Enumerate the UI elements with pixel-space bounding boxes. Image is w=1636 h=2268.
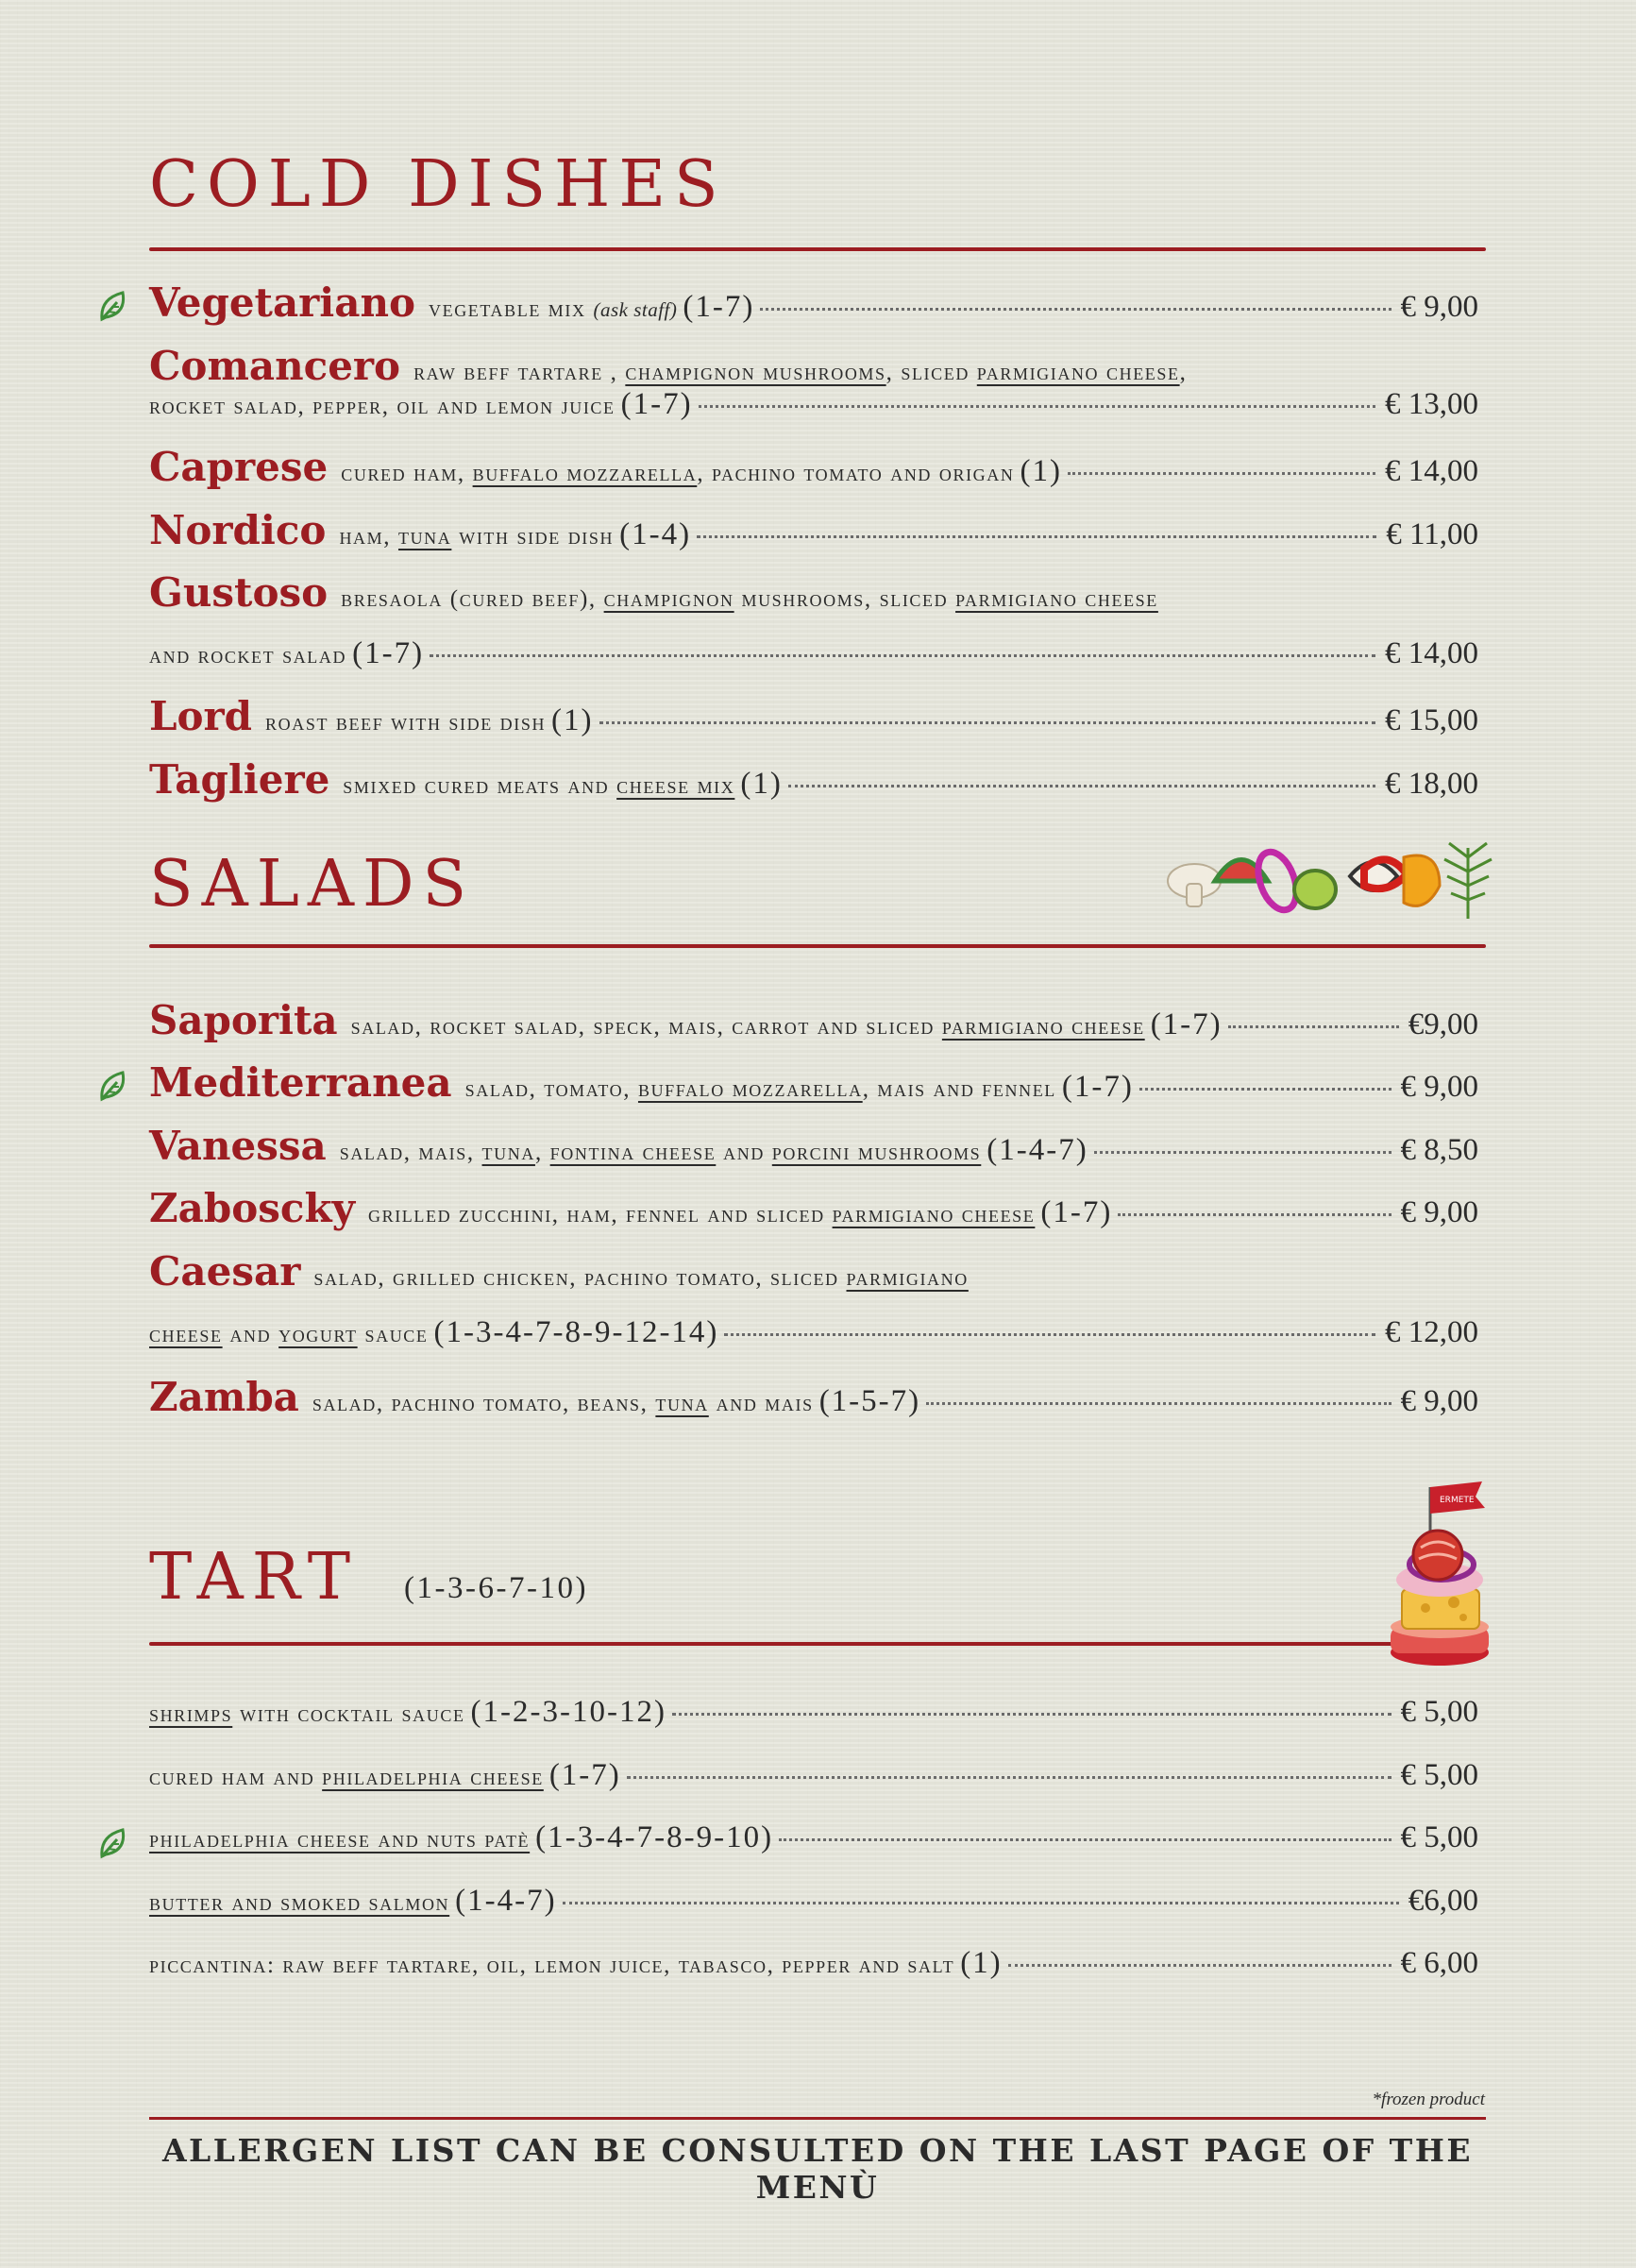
item-description: philadelphia cheese and nuts patè: [149, 1827, 531, 1853]
item-description: piccantina: raw beff tartare, oil, lemon juice, tabasco, pepper and salt: [149, 1953, 955, 1978]
item-description: tuna: [397, 524, 452, 550]
item-description: philadelphia cheese: [322, 1765, 544, 1790]
menu-item: [149, 756, 1478, 803]
item-description: porcini mushrooms: [771, 1140, 982, 1165]
section-divider: [149, 944, 1486, 948]
item-price: € 5,00: [1400, 1695, 1478, 1729]
item-name: Saporita: [149, 997, 338, 1043]
item-description: sauce: [357, 1322, 429, 1347]
menu-item-continuation: [149, 1315, 1478, 1350]
item-description: cheese mix: [616, 773, 735, 799]
item-allergens: (1-7): [352, 636, 425, 670]
item-description: , pachino tomato and origan: [697, 461, 1015, 486]
item-name: Lord: [149, 693, 253, 739]
menu-item: [149, 693, 1478, 739]
tart-illustration: [1374, 1468, 1506, 1671]
item-price: € 14,00: [1385, 454, 1478, 488]
item-description: salad, tomato,: [464, 1076, 638, 1102]
item-allergens: (1-7): [1150, 1007, 1223, 1041]
item-price: € 12,00: [1385, 1315, 1478, 1349]
menu-item: [149, 1820, 1478, 1855]
item-price: € 15,00: [1385, 703, 1478, 737]
item-description: champignon mushrooms: [625, 360, 886, 385]
item-name: Mediterranea: [149, 1059, 452, 1106]
vegetables-illustration: [1156, 829, 1506, 923]
item-allergens: (1): [960, 1946, 1003, 1980]
menu-item: [149, 1695, 1478, 1730]
menu-item: [149, 1374, 1478, 1420]
item-description: and mais: [708, 1391, 814, 1416]
item-description: champignon: [603, 586, 734, 612]
dot-leader: [760, 308, 1391, 311]
item-description: rocket salad, pepper, oil and lemon juice: [149, 394, 616, 419]
item-price: € 5,00: [1400, 1758, 1478, 1792]
item-description: and rocket salad: [149, 643, 347, 669]
dot-leader: [699, 405, 1375, 408]
menu-item: [149, 279, 1478, 326]
item-description: ham,: [339, 524, 398, 550]
item-description: bresaola (cured beef),: [341, 586, 604, 612]
dot-leader: [1068, 472, 1375, 475]
item-description: , mais and fennel: [862, 1076, 1056, 1102]
menu-item: [149, 1884, 1478, 1919]
menu-item: [149, 997, 1478, 1043]
item-description: parmigiano cheese: [976, 360, 1180, 385]
section-title-salads: SALADS: [149, 847, 476, 922]
item-name: Zaboscky: [149, 1185, 355, 1231]
leaf-icon: [94, 1824, 132, 1862]
item-allergens: (1-2-3-10-12): [470, 1695, 666, 1729]
item-allergens: (1): [740, 767, 783, 801]
item-price: € 11,00: [1386, 517, 1478, 551]
menu-item: [149, 343, 1478, 389]
item-description: with side dish: [451, 524, 615, 550]
menu-item: [149, 1946, 1478, 1981]
item-description: tuna: [655, 1391, 709, 1416]
item-description: ,: [1179, 360, 1188, 385]
item-name: Comancero: [149, 343, 401, 389]
item-allergens: (1-7): [620, 387, 693, 421]
item-description: tuna: [481, 1140, 535, 1165]
item-price: € 9,00: [1400, 290, 1478, 324]
menu-item: [149, 1059, 1478, 1106]
item-description: salad, grilled chicken, pachino tomato, sliced: [313, 1265, 847, 1291]
item-description: salad, mais,: [339, 1140, 482, 1165]
flag-label: ERMETE: [1440, 1496, 1475, 1505]
dot-leader: [1139, 1088, 1391, 1091]
section-title-tart: TART: [149, 1540, 360, 1615]
dot-leader: [788, 785, 1375, 787]
item-name: Caprese: [149, 444, 329, 490]
item-price: € 14,00: [1385, 636, 1478, 670]
dot-leader: [724, 1333, 1375, 1336]
item-price: € 8,50: [1400, 1133, 1478, 1167]
dot-leader: [697, 535, 1376, 538]
item-price: € 6,00: [1400, 1946, 1478, 1980]
allergen-notice: ALLERGEN LIST CAN BE CONSULTED ON THE LAST PAGE OF THE MENÙ: [161, 2132, 1474, 2206]
item-allergens: (1-3-4-7-8-9-12-14): [433, 1315, 719, 1349]
menu-item-continuation: [149, 636, 1478, 671]
item-description: ,: [534, 1140, 550, 1165]
item-description: buffalo mozzarella: [637, 1076, 863, 1102]
dot-leader: [672, 1713, 1391, 1716]
item-name: Caesar: [149, 1248, 301, 1295]
item-description: shrimps: [149, 1701, 233, 1727]
item-price: € 9,00: [1400, 1384, 1478, 1418]
menu-item: [149, 444, 1478, 490]
item-price: € 18,00: [1385, 767, 1478, 801]
item-description: buffalo mozzarella: [472, 461, 698, 486]
item-allergens: (1-7): [548, 1758, 621, 1792]
item-allergens: (1-4-7): [987, 1133, 1088, 1167]
item-description: with cocktail sauce: [232, 1701, 465, 1727]
item-allergens: (1-5-7): [818, 1384, 921, 1418]
menu-item: [149, 1758, 1478, 1793]
dot-leader: [627, 1776, 1391, 1779]
dot-leader: [430, 654, 1375, 657]
menu-item: [149, 1185, 1478, 1231]
item-price: € 9,00: [1400, 1195, 1478, 1229]
item-description: mushrooms, sliced: [734, 586, 956, 612]
item-price: €9,00: [1408, 1007, 1478, 1041]
item-description: (ask staff): [593, 298, 678, 321]
item-name: Gustoso: [149, 569, 329, 616]
item-allergens: (1-7): [1040, 1195, 1113, 1229]
leaf-icon: [94, 287, 132, 325]
item-price: € 13,00: [1385, 387, 1478, 421]
item-description: raw beff tartare ,: [413, 360, 626, 385]
section-title-cold-dishes: COLD DISHES: [149, 147, 727, 222]
item-allergens: (1-4-7): [455, 1884, 557, 1918]
item-allergens: (1): [1020, 454, 1062, 488]
item-description: yogurt: [278, 1322, 358, 1347]
item-description: and: [716, 1140, 772, 1165]
item-description: parmigiano: [846, 1265, 969, 1291]
menu-item: [149, 507, 1478, 553]
item-allergens: (1-7): [683, 290, 755, 324]
dot-leader: [563, 1902, 1399, 1904]
item-name: Tagliere: [149, 756, 330, 803]
dot-leader: [779, 1838, 1391, 1841]
leaf-icon: [94, 1067, 132, 1105]
frozen-footnote: *frozen product: [1372, 2090, 1485, 2109]
dot-leader: [1118, 1213, 1391, 1216]
section-divider: [149, 1642, 1433, 1646]
tart-allergens: (1-3-6-7-10): [404, 1571, 588, 1605]
item-price: € 9,00: [1400, 1070, 1478, 1104]
item-description: cured ham,: [341, 461, 473, 486]
item-description: vegetable mix: [429, 296, 594, 322]
item-description: parmigiano cheese: [941, 1014, 1145, 1040]
menu-item: [149, 1248, 1478, 1295]
item-name: Vanessa: [149, 1123, 327, 1169]
item-description: grilled zucchini, ham, fennel and sliced: [367, 1202, 833, 1227]
menu-item: [149, 1123, 1478, 1169]
item-description: and: [222, 1322, 279, 1347]
item-allergens: (1): [551, 703, 594, 737]
item-price: € 5,00: [1400, 1820, 1478, 1854]
item-name: Nordico: [149, 507, 327, 553]
dot-leader: [1094, 1151, 1391, 1154]
menu-item: [149, 569, 1478, 616]
item-name: Zamba: [149, 1374, 299, 1420]
item-description: smixed cured meats and: [343, 773, 617, 799]
item-description: parmigiano cheese: [832, 1202, 1036, 1227]
item-description: salad, rocket salad, speck, mais, carrot and sliced: [350, 1014, 942, 1040]
item-allergens: (1-4): [619, 517, 692, 551]
item-allergens: (1-7): [1061, 1070, 1134, 1104]
dot-leader: [1008, 1964, 1391, 1967]
dot-leader: [1228, 1025, 1399, 1028]
item-name: Vegetariano: [149, 279, 416, 326]
dot-leader: [926, 1402, 1391, 1405]
section-divider: [149, 247, 1486, 251]
dot-leader: [599, 721, 1375, 724]
item-price: €6,00: [1408, 1884, 1478, 1918]
item-description: cured ham and: [149, 1765, 323, 1790]
menu-item-continuation: [149, 387, 1478, 422]
item-description: roast beef with side dish: [265, 710, 547, 736]
item-description: butter and smoked salmon: [149, 1890, 450, 1916]
item-description: , sliced: [885, 360, 977, 385]
footer-divider: [149, 2117, 1486, 2120]
item-description: parmigiano cheese: [955, 586, 1158, 612]
item-description: salad, pachino tomato, beans,: [312, 1391, 656, 1416]
item-description: cheese: [149, 1322, 223, 1347]
item-description: fontina cheese: [549, 1140, 717, 1165]
item-allergens: (1-3-4-7-8-9-10): [535, 1820, 774, 1854]
